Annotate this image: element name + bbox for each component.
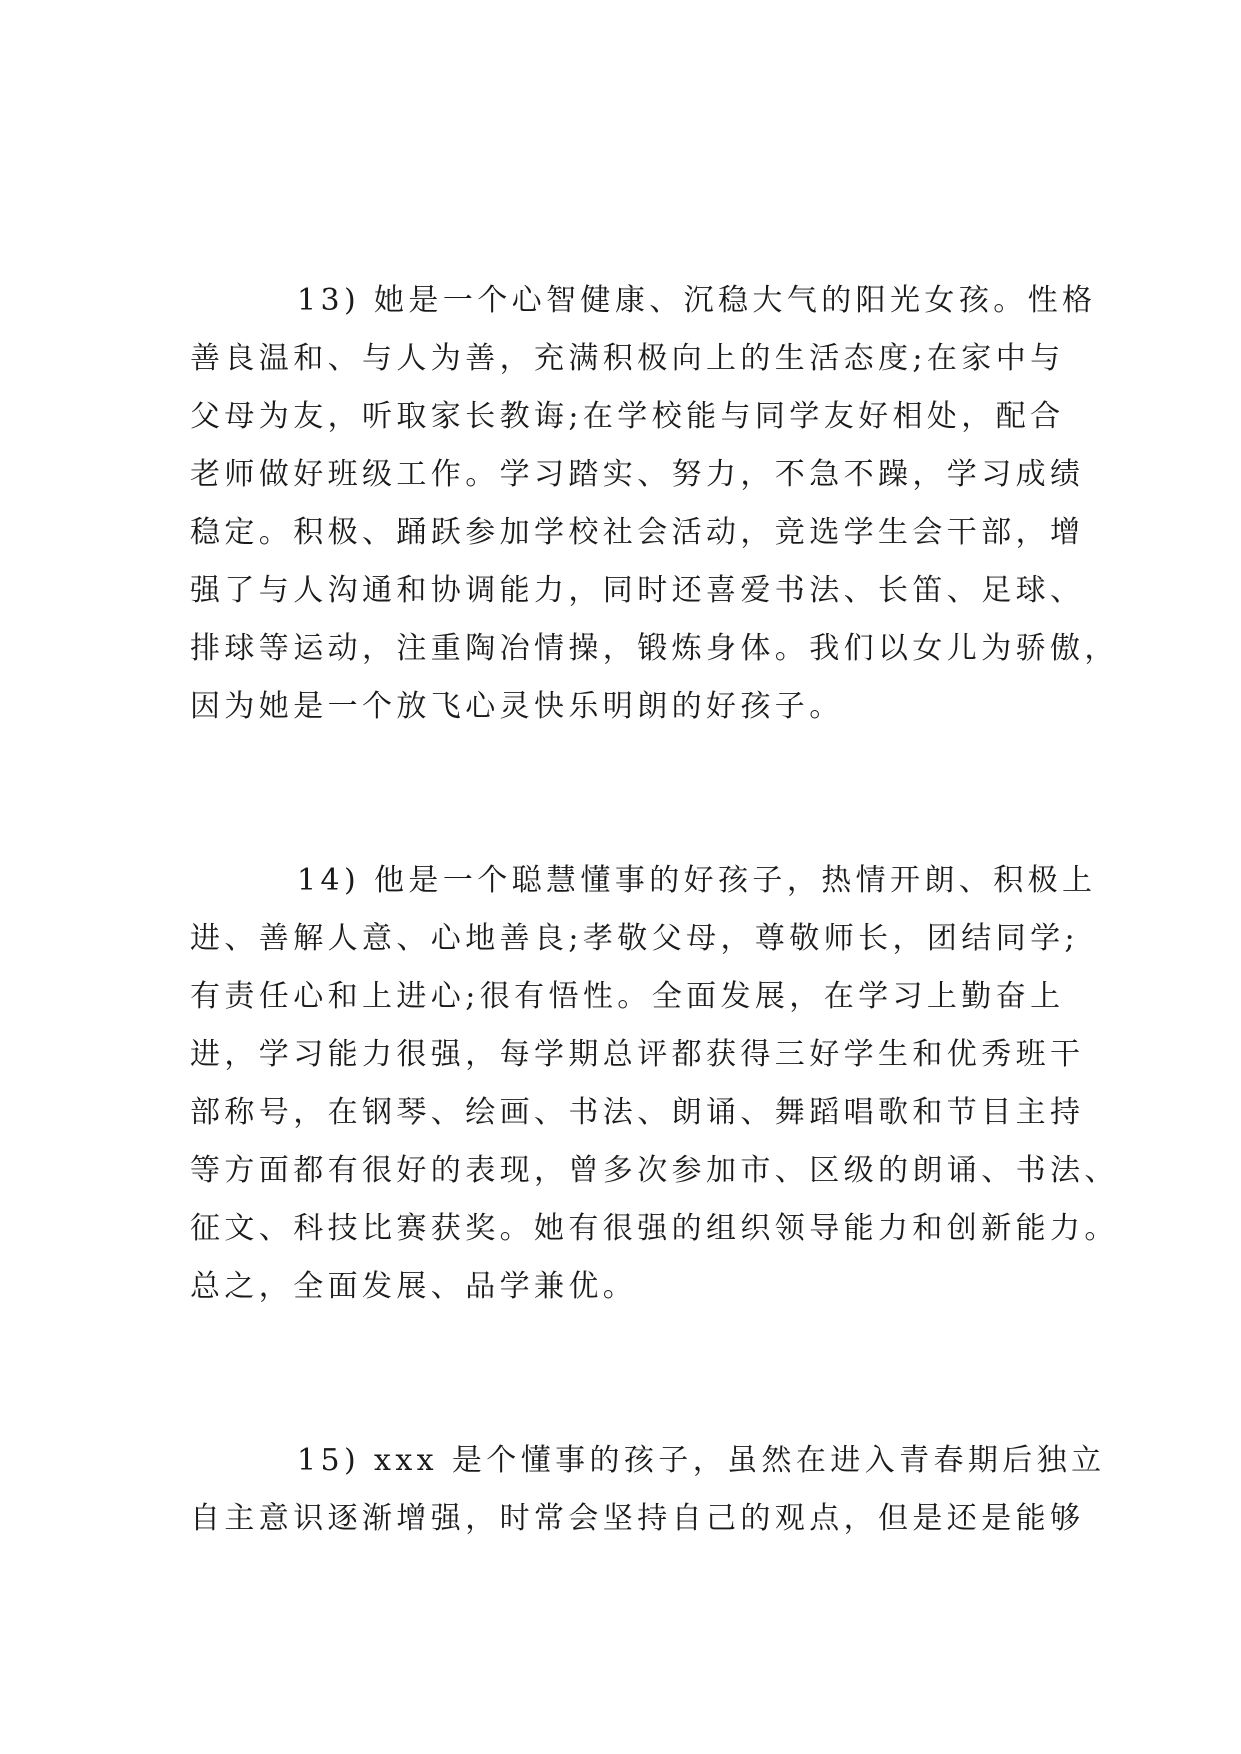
text-line: 进、善解人意、心地善良;孝敬父母，尊敬师长，团结同学; bbox=[190, 921, 1080, 956]
text-line: 部称号，在钢琴、绘画、书法、朗诵、舞蹈唱歌和节目主持 bbox=[190, 1095, 1085, 1130]
text-line: 15) xxx 是个懂事的孩子，虽然在进入青春期后独立 bbox=[297, 1443, 1106, 1478]
text-line: 因为她是一个放飞心灵快乐明朗的好孩子。 bbox=[190, 689, 844, 724]
paragraph-15 bbox=[190, 1432, 1106, 1548]
text-line: 稳定。积极、踊跃参加学校社会活动，竞选学生会干部，增 bbox=[190, 515, 1085, 550]
paragraph-13 bbox=[190, 272, 1119, 736]
text-line: 13) 她是一个心智健康、沉稳大气的阳光女孩。性格 bbox=[297, 283, 1097, 318]
text-line: 父母为友，听取家长教诲;在学校能与同学友好相处，配合 bbox=[190, 399, 1065, 434]
text-line: 善良温和、与人为善，充满积极向上的生活态度;在家中与 bbox=[190, 341, 1065, 376]
text-line: 老师做好班级工作。学习踏实、努力，不急不躁，学习成绩 bbox=[190, 457, 1085, 492]
text-line: 等方面都有很好的表现，曾多次参加市、区级的朗诵、书法、 bbox=[190, 1153, 1119, 1188]
text-line: 14) 他是一个聪慧懂事的好孩子，热情开朗、积极上 bbox=[297, 863, 1097, 898]
text-line: 征文、科技比赛获奖。她有很强的组织领导能力和创新能力。 bbox=[190, 1211, 1119, 1246]
text-line: 进，学习能力很强，每学期总评都获得三好学生和优秀班干 bbox=[190, 1037, 1085, 1072]
text-line: 总之，全面发展、品学兼优。 bbox=[190, 1269, 638, 1304]
text-line: 有责任心和上进心;很有悟性。全面发展，在学习上勤奋上 bbox=[190, 979, 1065, 1014]
text-line: 排球等运动，注重陶冶情操，锻炼身体。我们以女儿为骄傲， bbox=[190, 631, 1119, 666]
text-line: 自主意识逐渐增强，时常会坚持自己的观点，但是还是能够 bbox=[190, 1501, 1085, 1536]
text-line: 强了与人沟通和协调能力，同时还喜爱书法、长笛、足球、 bbox=[190, 573, 1085, 608]
paragraph-14 bbox=[190, 852, 1119, 1316]
